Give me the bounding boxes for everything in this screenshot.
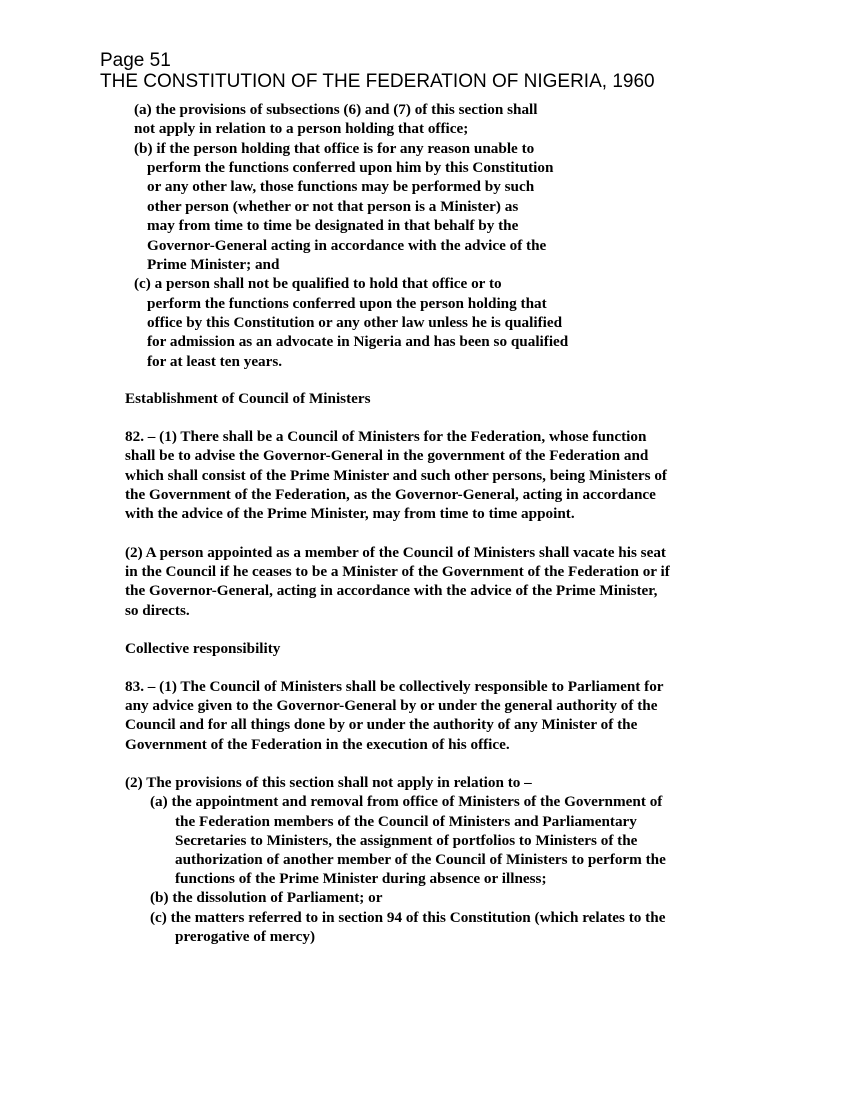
para-b-line: (b) if the person holding that office is for any reason unable to xyxy=(134,140,535,157)
section-83-1-line: Government of the Federation in the execution of his office. xyxy=(125,736,510,753)
section-82-2-line: so directs. xyxy=(125,602,190,619)
section-heading: Collective responsibility xyxy=(125,640,281,657)
para-c-line: perform the functions conferred upon the person holding that xyxy=(147,295,547,312)
para-b-line: or any other law, those functions may be performed by such xyxy=(147,178,535,195)
section-83-2a-line: Secretaries to Ministers, the assignment of portfolios to Ministers of the xyxy=(175,832,638,849)
para-b-line: may from time to time be designated in that behalf by the xyxy=(147,217,519,234)
section-82-2-line: (2) A person appointed as a member of the Council of Ministers shall vacate his seat xyxy=(125,544,666,561)
para-b-line: perform the functions conferred upon him by this Constitution xyxy=(147,159,554,176)
document-title: THE CONSTITUTION OF THE FEDERATION OF NIGERIA, 1960 xyxy=(100,71,655,92)
para-c-line: for admission as an advocate in Nigeria and has been so qualified xyxy=(147,333,569,350)
page-number: Page 51 xyxy=(100,50,171,71)
para-b-line: other person (whether or not that person is a Minister) as xyxy=(147,198,519,215)
section-83-2-line: (2) The provisions of this section shall not apply in relation to – xyxy=(125,774,532,791)
para-c-line: office by this Constitution or any other law unless he is qualified xyxy=(147,314,563,331)
para-b-line: Governor-General acting in accordance with the advice of the xyxy=(147,237,547,254)
para-c-line: (c) a person shall not be qualified to hold that office or to xyxy=(134,275,502,292)
section-83-2a-line: authorization of another member of the Council of Ministers to perform the xyxy=(175,851,666,868)
section-82-1-line: with the advice of the Prime Minister, may from time to time appoint. xyxy=(125,505,575,522)
section-83-2a-line: the Federation members of the Council of Ministers and Parliamentary xyxy=(175,813,637,830)
section-82-1-line: which shall consist of the Prime Minister and such other persons, being Ministers of xyxy=(125,467,667,484)
section-83-2b-line: (b) the dissolution of Parliament; or xyxy=(150,889,383,906)
section-83-2c-line: prerogative of mercy) xyxy=(175,928,316,945)
section-82-1-line: 82. – (1) There shall be a Council of Ministers for the Federation, whose function xyxy=(125,428,647,445)
section-83-2a-line: functions of the Prime Minister during absence or illness; xyxy=(175,870,547,887)
section-83-2c-line: (c) the matters referred to in section 94 of this Constitution (which relates to the xyxy=(150,909,666,926)
section-82-2-line: the Governor-General, acting in accordance with the advice of the Prime Minister, xyxy=(125,582,658,599)
section-82-1-line: the Government of the Federation, as the Governor-General, acting in accordance xyxy=(125,486,656,503)
section-83-1-line: any advice given to the Governor-General by or under the general authority of the xyxy=(125,697,658,714)
section-83-2a-line: (a) the appointment and removal from office of Ministers of the Government of xyxy=(150,793,663,810)
para-c-line: for at least ten years. xyxy=(147,353,283,370)
section-83-1-line: Council and for all things done by or under the authority of any Minister of the xyxy=(125,716,638,733)
para-b-line: Prime Minister; and xyxy=(147,256,280,273)
section-82-1-line: shall be to advise the Governor-General in the government of the Federation and xyxy=(125,447,649,464)
section-82-2-line: in the Council if he ceases to be a Minister of the Government of the Federation or if xyxy=(125,563,670,580)
section-83-1-line: 83. – (1) The Council of Ministers shall be collectively responsible to Parliament for xyxy=(125,678,664,695)
para-a-line: not apply in relation to a person holding that office; xyxy=(134,120,469,137)
section-heading: Establishment of Council of Ministers xyxy=(125,390,371,407)
para-a-line: (a) the provisions of subsections (6) and (7) of this section shall xyxy=(134,101,538,118)
